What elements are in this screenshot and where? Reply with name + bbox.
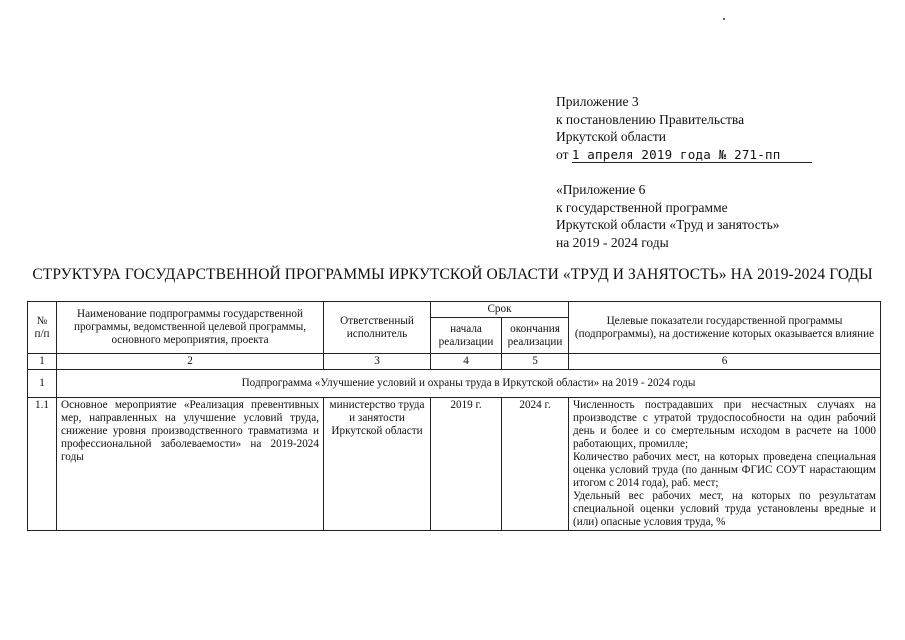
appendix-program-line3: Иркутской области «Труд и занятость» [556, 217, 780, 232]
subprogram-num: 1 [28, 370, 57, 398]
row-num: 1.1 [28, 398, 57, 531]
col-number-4: 4 [431, 354, 502, 370]
date-prefix: от [556, 146, 569, 162]
scan-speck [723, 18, 725, 20]
indicator-hazardous-share: Удельный вес рабочих мест, на которых по результатам специальной оценки условий труда установлены вредные и (или) опасные условия труда, % [573, 490, 876, 528]
header-num: № п/п [28, 302, 57, 354]
appendix-program-line4: на 2019 - 2024 годы [556, 234, 669, 250]
subprogram-row [28, 370, 881, 398]
col-number-1: 1 [28, 354, 57, 370]
program-structure-table [27, 301, 881, 531]
date-underline-field [572, 147, 812, 163]
header-indicators: Целевые показатели государственной программы (подпрограммы), на достижение которых оказывается влияние [569, 302, 881, 354]
appendix-program-line2: к государственной программе [556, 199, 728, 215]
indicator-assessed-workplaces: Количество рабочих мест, на которых проведена специальная оценка условий труда (по данным ФГИС СОУТ нарастающим итогом с 2014 года), раб. мест; [573, 451, 876, 489]
column-number-row [28, 354, 881, 370]
subprogram-title: Подпрограмма «Улучшение условий и охраны труда в Иркутской области» на 2019 - 2024 годы [57, 370, 881, 398]
col-number-2: 2 [57, 354, 324, 370]
header-start: начала реализации [431, 318, 502, 354]
appendix-resolution-line1: Приложение 3 [556, 94, 639, 109]
row-name: Основное мероприятие «Реализация превентивных мер, направленных на улучшение условий труда, снижение уровня производственного травматизма и профессиональной заболеваемости» на 2019-2024 годы [57, 398, 324, 531]
row-start: 2019 г. [431, 398, 502, 531]
row-indicators [569, 398, 881, 531]
appendix-program-line1: «Приложение 6 [556, 182, 646, 197]
col-number-3: 3 [324, 354, 431, 370]
appendix-program-block [556, 181, 780, 251]
appendix-resolution-date-line [556, 146, 812, 164]
header-end: окончания реализации [502, 318, 569, 354]
appendix-resolution-line2: к постановлению Правительства [556, 111, 745, 127]
appendix-resolution-line3: Иркутской области [556, 129, 667, 144]
header-name: Наименование подпрограммы государственной программы, ведомственной целевой программы, основного мероприятия, проекта [57, 302, 324, 354]
col-number-6: 6 [569, 354, 881, 370]
header-term: Срок [431, 302, 569, 318]
col-number-5: 5 [502, 354, 569, 370]
header-executor: Ответственный исполнитель [324, 302, 431, 354]
table-row [28, 398, 881, 531]
row-end: 2024 г. [502, 398, 569, 531]
appendix-resolution-block [556, 93, 812, 163]
indicator-injury-rate: Численность пострадавших при несчастных случаях на производстве с утратой трудоспособности на один рабочий день и более и со смертельным исходом в расчете на 1000 работающих, промилле; [573, 399, 876, 450]
resolution-date-number: 1 апреля 2019 года № 271-пп [571, 146, 781, 162]
header-row-top [28, 302, 881, 318]
row-executor: министерство труда и занятости Иркутской области [324, 398, 431, 531]
document-title: СТРУКТУРА ГОСУДАРСТВЕННОЙ ПРОГРАММЫ ИРКУТСКОЙ ОБЛАСТИ «ТРУД И ЗАНЯТОСТЬ» НА 2019-2024 ГОДЫ [32, 266, 873, 283]
